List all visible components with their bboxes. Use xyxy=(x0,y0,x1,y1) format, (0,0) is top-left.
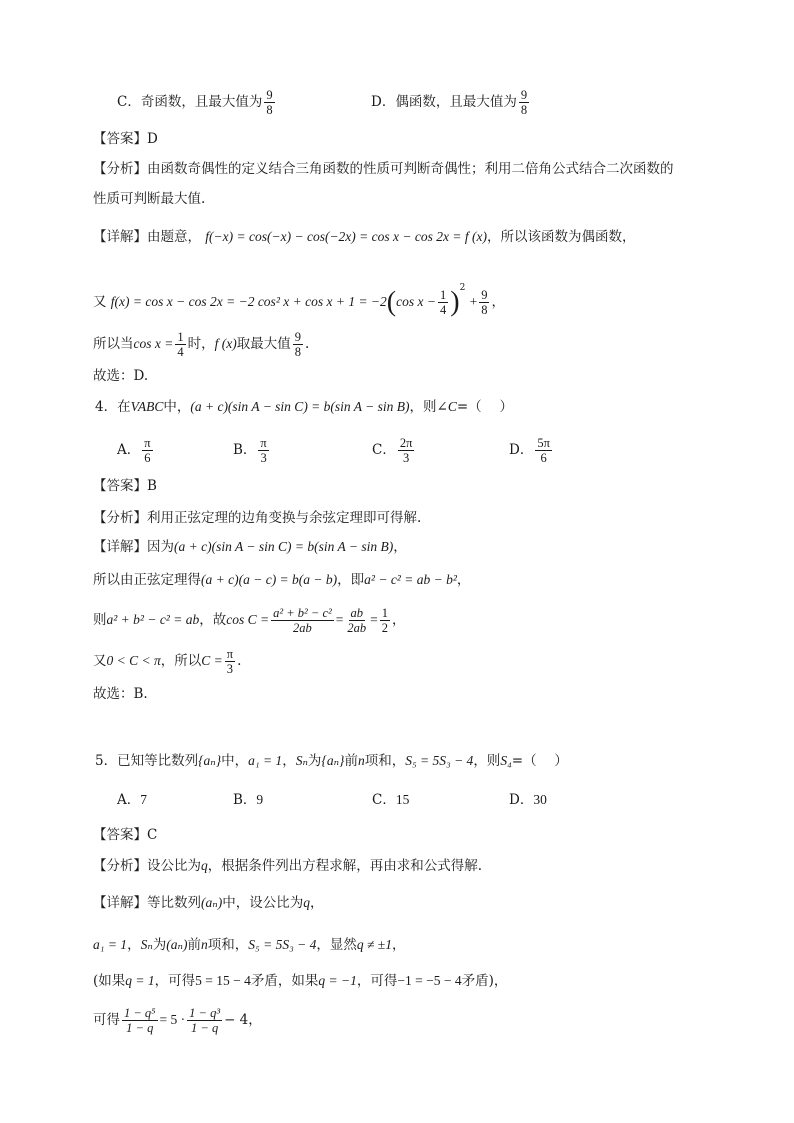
stem-text: =（ ） xyxy=(456,399,513,415)
exponent: 2 xyxy=(459,283,466,293)
q4-option-b: B． $\frac{\pi}{3}$ xyxy=(233,436,267,465)
formula: S₄ xyxy=(500,753,512,768)
detail-text: ， xyxy=(393,539,407,555)
q4-answer xyxy=(93,476,157,496)
fraction: $\frac{9}{8}$ xyxy=(520,88,528,117)
formula: 5 = 15 − 4 xyxy=(195,973,251,988)
detail-text: ，故 xyxy=(199,612,227,628)
formula: n xyxy=(201,937,208,952)
formula: (a + c)(sin A − sin C) = b(sin A − sin B) xyxy=(174,539,394,554)
fraction: $\frac{9}{8}$ xyxy=(294,330,301,359)
detail-text: ， xyxy=(456,572,471,588)
answer-label: 【答案】 xyxy=(93,131,147,147)
q4-detail-line1 xyxy=(93,537,407,557)
stem-text: ，则∠ xyxy=(409,399,448,415)
paren-right: ) xyxy=(450,286,460,318)
formula: {aₙ} xyxy=(198,753,222,768)
detail-label: 【详解】 xyxy=(93,539,147,555)
formula: (aₙ) xyxy=(166,937,188,952)
formula: cos x − xyxy=(396,294,436,309)
option-text: D．偶函数，且最大值为 xyxy=(371,94,517,110)
formula: (a + c)(a − c) = b(a − b) xyxy=(201,572,338,587)
q5-option-a: A．7 xyxy=(117,792,147,808)
q5-detail-line3: (如果q = 1，可得5 = 15 − 4矛盾，如果q = −1，可得−1 = −5 − 4矛盾)， xyxy=(93,973,508,989)
detail-text: ，所以 xyxy=(160,653,202,669)
detail-text: ， xyxy=(491,294,505,310)
option-text: C．奇函数，且最大值为 xyxy=(117,94,263,110)
fraction: $\frac{1}{4}$ xyxy=(177,330,184,359)
fraction: $\frac{\text{1 − q³}}{1 - q}$ xyxy=(189,1006,221,1035)
q4-choose: 故选：B. xyxy=(93,686,148,702)
formula: a₁ = 1 xyxy=(93,937,128,952)
detail-text: 时， xyxy=(187,336,215,352)
answer-value: B xyxy=(147,478,157,494)
q4-detail-line3: 则a² + b² − c² = ab，故cos C = $\frac{\text{a² + b² − c²}}{2ab}$ = $\frac{ab}{2ab}$ = $\frac{1}{2}$ ， xyxy=(93,606,406,635)
formula: + xyxy=(469,294,478,309)
formula: (a + c)(sin A − sin C) = b(sin A − sin B) xyxy=(190,399,410,414)
detail-text: . xyxy=(237,653,242,669)
formula: a² + b² − c² = ab xyxy=(106,612,200,627)
formula: q ≠ ±1 xyxy=(356,937,392,952)
q3-detail-line1 xyxy=(93,227,635,247)
q5-stem: 5．已知等比数列{aₙ}中，a₁ = 1，Sₙ为{aₙ}前n项和，S₅ = 5S₃ − 4，则S₄=（ ） xyxy=(95,753,568,769)
q4-analysis xyxy=(93,508,421,528)
formula: Sₙ xyxy=(140,937,153,952)
stem-text: 中， xyxy=(163,399,191,415)
formula: q xyxy=(201,858,208,873)
analysis-text: 利用正弦定理的边角变换与余弦定理即可得解. xyxy=(147,510,422,526)
detail-text: 所以由正弦定理得 xyxy=(93,572,201,588)
formula: Sₙ xyxy=(295,753,308,768)
q5-detail-line4: 可得 $\frac{\text{1 − q⁵}}{1 - q}$ = 5 · $\frac{\text{1 − q³}}{1 - q}$ − 4， xyxy=(93,1006,262,1035)
q3-choose: 故选：D. xyxy=(93,368,149,384)
analysis-label: 【分析】 xyxy=(93,510,147,526)
detail-text: 则 xyxy=(93,612,107,628)
fraction: $\frac{\text{1 − q⁵}}{1 - q}$ xyxy=(124,1006,156,1035)
q3-detail-line2 xyxy=(93,278,505,317)
fraction: $\frac{\text{a² + b² − c²}}{2ab}$ xyxy=(273,606,332,635)
answer-value: D xyxy=(147,131,158,147)
detail-text: 因为 xyxy=(147,539,174,555)
paren-left: ( xyxy=(386,286,397,318)
q5-option-d: D．30 xyxy=(509,792,547,808)
formula: −1 = −5 − 4 xyxy=(397,973,462,988)
detail-text: 由题意， xyxy=(147,229,201,245)
q5-answer xyxy=(93,825,157,845)
detail-text: 又 xyxy=(93,294,107,310)
q5-option-b: B．9 xyxy=(233,792,264,808)
answer-value: C xyxy=(147,827,158,843)
formula: C xyxy=(447,399,457,414)
detail-text: 所以当 xyxy=(93,336,134,352)
formula: f(x) = cos x − cos 2x = −2 cos² x + cos x + 1 = −2 xyxy=(110,294,387,309)
q3-analysis-line2: 性质可判断最大值. xyxy=(93,191,206,207)
formula: S₅ = 5S₃ − 4 xyxy=(405,753,474,768)
q4-detail-line4 xyxy=(93,647,241,676)
formula: cos C = xyxy=(226,612,270,627)
formula: n xyxy=(357,753,365,768)
question-number: 4．在 xyxy=(95,399,131,415)
detail-text: ，即 xyxy=(337,572,365,588)
option-c-q3 xyxy=(117,88,277,117)
detail-label: 【详解】 xyxy=(93,229,147,245)
q4-option-a: A． $\frac{\pi}{6}$ xyxy=(117,436,151,465)
q4-option-d: D． $\frac{5\pi}{6}$ xyxy=(509,436,550,465)
q3-answer xyxy=(93,129,158,149)
formula: f(−x) = cos(−x) − cos(−2x) = cos x − cos 2x = f (x) xyxy=(205,229,487,244)
formula: q xyxy=(303,895,310,910)
q4-option-c: C． $\frac{2\pi}{3}$ xyxy=(372,436,413,465)
q5-detail-line1: 【详解】等比数列(aₙ)中，设公比为q， xyxy=(93,895,324,911)
formula: f (x) xyxy=(214,336,237,351)
fraction: $\frac{ab}{2ab}$ xyxy=(347,606,367,635)
formula: (aₙ) xyxy=(201,895,223,910)
formula: C = xyxy=(201,653,223,668)
q3-analysis xyxy=(93,159,674,179)
formula: cos x = xyxy=(133,336,174,351)
detail-label: 【详解】 xyxy=(93,895,147,911)
formula: q = 1 xyxy=(125,973,155,988)
fraction: $\frac{1}{4}$ xyxy=(439,288,447,317)
q5-detail-line2: a₁ = 1，Sₙ为(aₙ)前n项和，S₅ = 5S₃ − 4，显然q ≠ ±1， xyxy=(93,937,406,953)
q5-analysis: 【分析】设公比为q，根据条件列出方程求解，再由求和公式得解. xyxy=(93,858,483,874)
fraction: $\frac{1}{2}$ xyxy=(381,606,389,635)
detail-text: 又 xyxy=(93,653,107,669)
q5-option-c: C．15 xyxy=(372,792,410,808)
detail-text: ，所以该函数为偶函数， xyxy=(486,229,636,245)
detail-text: 取最大值 xyxy=(236,336,291,352)
analysis-label: 【分析】 xyxy=(93,161,147,177)
analysis-text: 由函数奇偶性的定义结合三角函数的性质可判断奇偶性；利用二倍角公式结合二次函数的 xyxy=(147,161,674,177)
q4-detail-line2 xyxy=(93,570,470,590)
answer-label: 【答案】 xyxy=(93,827,147,843)
q4-stem xyxy=(95,397,513,417)
question-number: 5．已知等比数列 xyxy=(95,753,199,769)
formula: q = −1 xyxy=(318,973,357,988)
formula: a² − c² = ab − b² xyxy=(364,572,457,587)
detail-text: ， xyxy=(392,612,406,628)
q3-detail-line3 xyxy=(93,330,309,359)
formula: {aₙ} xyxy=(321,753,345,768)
formula: a₁ = 1 xyxy=(248,753,283,768)
formula: S₅ = 5S₃ − 4 xyxy=(248,937,317,952)
answer-label: 【答案】 xyxy=(93,478,147,494)
formula: VABC xyxy=(130,399,164,414)
option-d-q3 xyxy=(371,88,531,117)
fraction: $\frac{9}{8}$ xyxy=(481,288,488,317)
formula: 0 < C < π xyxy=(106,653,161,668)
fraction: $\frac{\pi}{3}$ xyxy=(226,647,234,676)
detail-text: . xyxy=(304,336,310,352)
analysis-label: 【分析】 xyxy=(93,858,147,874)
fraction: $\frac{9}{8}$ xyxy=(266,88,273,117)
